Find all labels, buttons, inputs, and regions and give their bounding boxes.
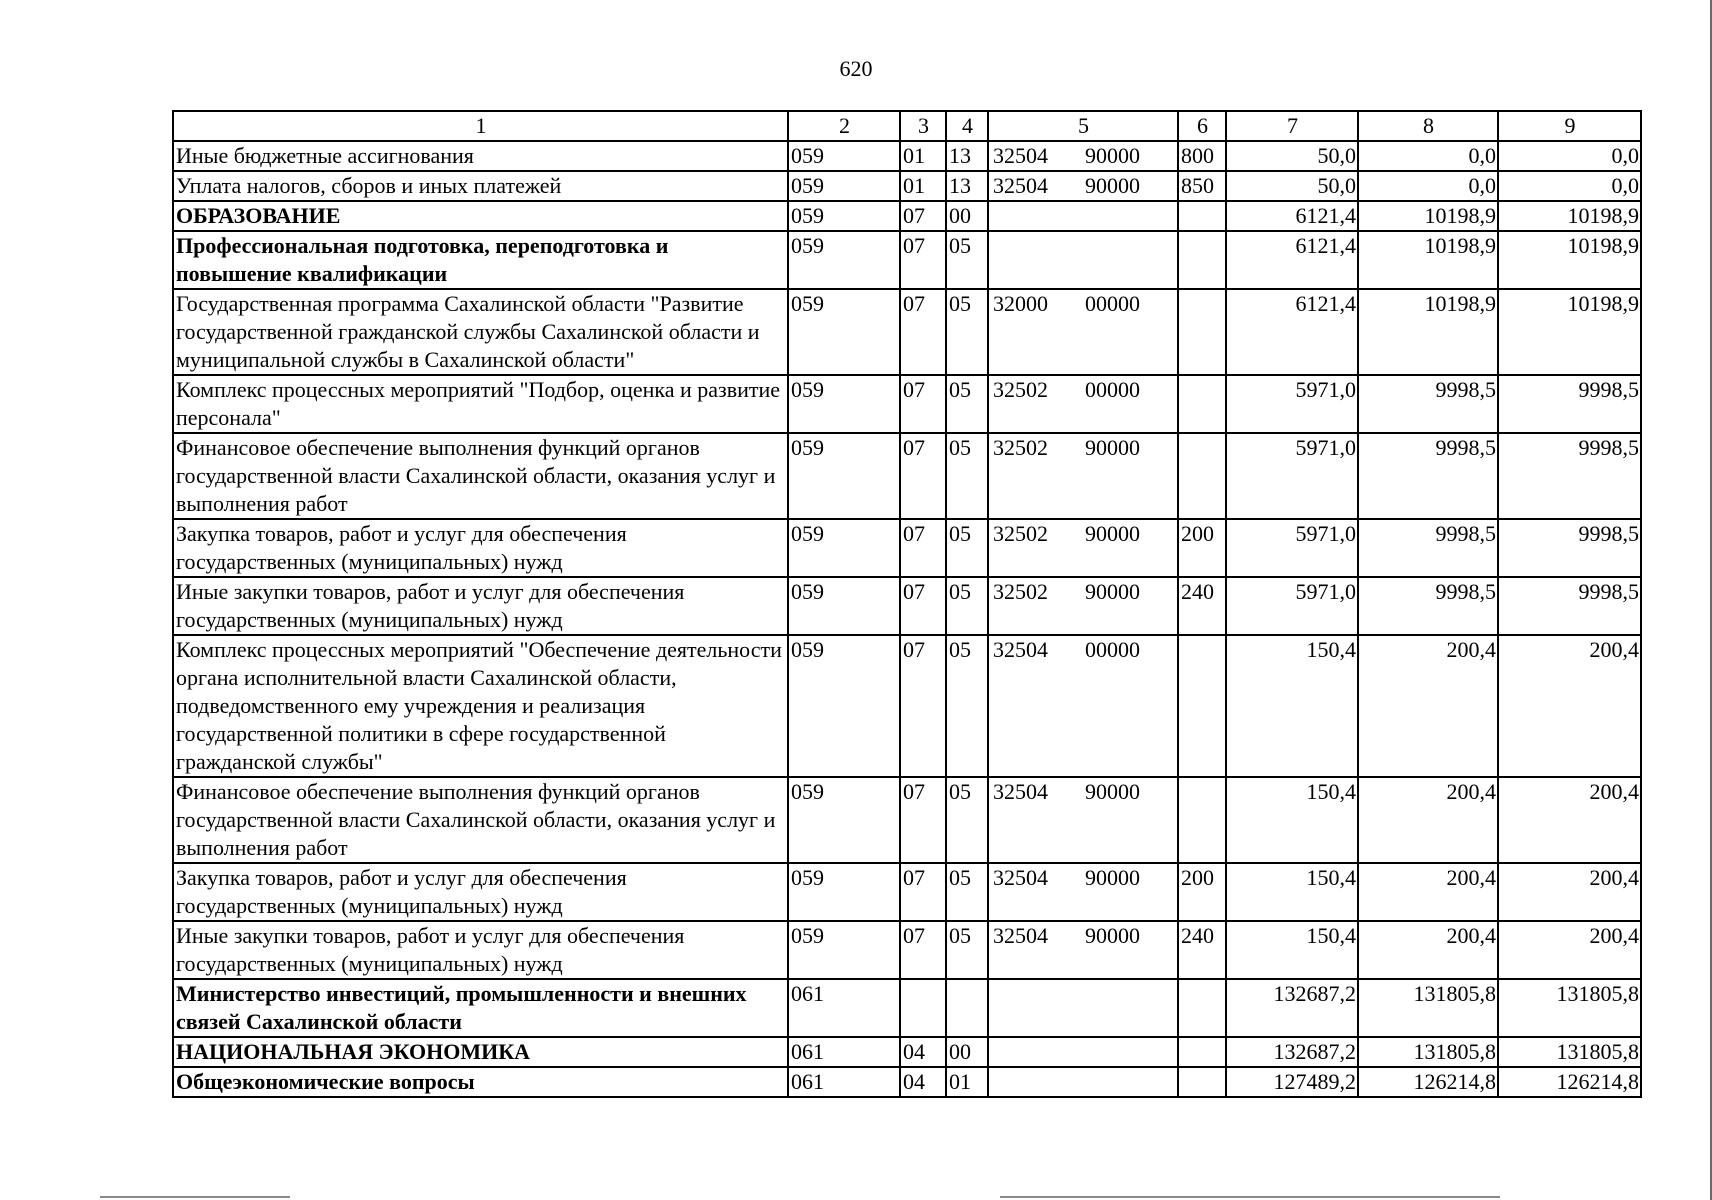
subsection-code: 05 (946, 863, 988, 921)
row-name: ОБРАЗОВАНИЕ (173, 201, 788, 231)
section-code: 07 (900, 375, 946, 433)
amount-col7: 127489,2 (1226, 1067, 1358, 1097)
amount-col7: 5971,0 (1226, 519, 1358, 577)
expense-type-code (1178, 635, 1226, 777)
page-number: 620 (839, 56, 873, 81)
amount-col9: 131805,8 (1498, 1037, 1641, 1067)
target-article-code (988, 289, 1178, 375)
section-code: 07 (900, 777, 946, 863)
section-code: 07 (900, 201, 946, 231)
program-code: 32502 (993, 521, 1048, 546)
direction-code: 90000 (1085, 173, 1140, 198)
subsection-code: 05 (946, 577, 988, 635)
table-row (173, 231, 1641, 289)
program-code: 32504 (993, 779, 1048, 804)
subsection-code: 05 (946, 519, 988, 577)
ministry-code: 059 (788, 635, 900, 777)
amount-col7: 150,4 (1226, 863, 1358, 921)
row-name: Финансовое обеспечение выполнения функций органов государственной власти Сахалинской области, оказания услуг и выполнения работ (173, 777, 788, 863)
expense-type-code: 200 (1178, 863, 1226, 921)
section-code: 04 (900, 1067, 946, 1097)
row-name: Иные закупки товаров, работ и услуг для обеспечения государственных (муниципальных) нужд (173, 921, 788, 979)
direction-code: 90000 (1085, 923, 1140, 948)
amount-col9: 10198,9 (1498, 289, 1641, 375)
amount-col9: 9998,5 (1498, 433, 1641, 519)
section-code: 04 (900, 1037, 946, 1067)
section-code: 07 (900, 921, 946, 979)
row-name: НАЦИОНАЛЬНАЯ ЭКОНОМИКА (173, 1037, 788, 1067)
expense-type-code (1178, 231, 1226, 289)
row-name: Финансовое обеспечение выполнения функций органов государственной власти Сахалинской области, оказания услуг и выполнения работ (173, 433, 788, 519)
target-article-code (988, 1067, 1178, 1097)
column-header: 6 (1178, 111, 1226, 141)
amount-col9: 9998,5 (1498, 577, 1641, 635)
target-article-code (988, 519, 1178, 577)
target-article-code (988, 231, 1178, 289)
subsection-code: 05 (946, 375, 988, 433)
scan-artifact-line (1000, 1196, 1500, 1198)
amount-col8: 0,0 (1358, 171, 1498, 201)
subsection-code: 05 (946, 433, 988, 519)
target-article-code (988, 171, 1178, 201)
table-header (173, 111, 1641, 141)
ministry-code: 059 (788, 141, 900, 171)
row-name: Министерство инвестиций, промышленности и внешних связей Сахалинской области (173, 979, 788, 1037)
expense-type-code (1178, 289, 1226, 375)
row-name: Иные закупки товаров, работ и услуг для обеспечения государственных (муниципальных) нужд (173, 577, 788, 635)
amount-col7: 150,4 (1226, 777, 1358, 863)
amount-col9: 200,4 (1498, 921, 1641, 979)
ministry-code: 059 (788, 171, 900, 201)
row-name: Профессиональная подготовка, переподготовка и повышение квалификации (173, 231, 788, 289)
expense-type-code (1178, 433, 1226, 519)
column-header: 8 (1358, 111, 1498, 141)
amount-col8: 200,4 (1358, 921, 1498, 979)
budget-table (172, 110, 1642, 1098)
row-name: Комплекс процессных мероприятий "Подбор, оценка и развитие персонала" (173, 375, 788, 433)
amount-col8: 9998,5 (1358, 433, 1498, 519)
direction-code: 90000 (1085, 435, 1140, 460)
target-article-code (988, 863, 1178, 921)
subsection-code: 05 (946, 289, 988, 375)
expense-type-code: 800 (1178, 141, 1226, 171)
section-code: 07 (900, 863, 946, 921)
table-row (173, 201, 1641, 231)
amount-col7: 150,4 (1226, 921, 1358, 979)
amount-col8: 126214,8 (1358, 1067, 1498, 1097)
target-article-code (988, 375, 1178, 433)
table-body (173, 141, 1641, 1097)
amount-col7: 6121,4 (1226, 289, 1358, 375)
section-code: 07 (900, 231, 946, 289)
table-row (173, 577, 1641, 635)
amount-col9: 200,4 (1498, 863, 1641, 921)
column-header: 1 (173, 111, 788, 141)
amount-col8: 200,4 (1358, 777, 1498, 863)
direction-code: 90000 (1085, 779, 1140, 804)
subsection-code: 05 (946, 921, 988, 979)
expense-type-code: 850 (1178, 171, 1226, 201)
amount-col8: 9998,5 (1358, 375, 1498, 433)
program-code: 32502 (993, 377, 1048, 402)
ministry-code: 059 (788, 519, 900, 577)
section-code: 07 (900, 289, 946, 375)
table-row (173, 777, 1641, 863)
amount-col9: 200,4 (1498, 777, 1641, 863)
table-row (173, 375, 1641, 433)
target-article-code (988, 777, 1178, 863)
amount-col9: 10198,9 (1498, 231, 1641, 289)
table-row (173, 863, 1641, 921)
section-code: 01 (900, 141, 946, 171)
program-code: 32504 (993, 637, 1048, 662)
amount-col8: 200,4 (1358, 863, 1498, 921)
table-row (173, 1037, 1641, 1067)
ministry-code: 059 (788, 289, 900, 375)
subsection-code: 05 (946, 777, 988, 863)
column-header: 7 (1226, 111, 1358, 141)
direction-code: 90000 (1085, 521, 1140, 546)
target-article-code (988, 141, 1178, 171)
section-code: 07 (900, 519, 946, 577)
amount-col9: 0,0 (1498, 171, 1641, 201)
expense-type-code (1178, 1067, 1226, 1097)
row-name: Закупка товаров, работ и услуг для обеспечения государственных (муниципальных) нужд (173, 863, 788, 921)
target-article-code (988, 921, 1178, 979)
expense-type-code (1178, 375, 1226, 433)
row-name: Уплата налогов, сборов и иных платежей (173, 171, 788, 201)
section-code: 07 (900, 635, 946, 777)
amount-col9: 10198,9 (1498, 201, 1641, 231)
section-code (900, 979, 946, 1037)
table-row (173, 433, 1641, 519)
table-row (173, 979, 1641, 1037)
program-code: 32502 (993, 579, 1048, 604)
ministry-code: 059 (788, 433, 900, 519)
column-header: 5 (988, 111, 1178, 141)
row-name: Иные бюджетные ассигнования (173, 141, 788, 171)
ministry-code: 061 (788, 1067, 900, 1097)
amount-col7: 5971,0 (1226, 375, 1358, 433)
section-code: 07 (900, 433, 946, 519)
column-header: 3 (900, 111, 946, 141)
amount-col8: 10198,9 (1358, 201, 1498, 231)
target-article-code (988, 979, 1178, 1037)
amount-col7: 6121,4 (1226, 201, 1358, 231)
subsection-code: 13 (946, 171, 988, 201)
amount-col9: 9998,5 (1498, 519, 1641, 577)
table-row (173, 141, 1641, 171)
column-header: 4 (946, 111, 988, 141)
ministry-code: 061 (788, 1037, 900, 1067)
ministry-code: 059 (788, 577, 900, 635)
direction-code: 90000 (1085, 865, 1140, 890)
amount-col7: 150,4 (1226, 635, 1358, 777)
section-code: 07 (900, 577, 946, 635)
amount-col8: 200,4 (1358, 635, 1498, 777)
expense-type-code (1178, 979, 1226, 1037)
direction-code: 00000 (1085, 637, 1140, 662)
subsection-code: 00 (946, 201, 988, 231)
expense-type-code (1178, 1037, 1226, 1067)
table-row (173, 519, 1641, 577)
amount-col9: 0,0 (1498, 141, 1641, 171)
program-code: 32504 (993, 865, 1048, 890)
ministry-code: 059 (788, 201, 900, 231)
amount-col8: 131805,8 (1358, 979, 1498, 1037)
amount-col7: 50,0 (1226, 141, 1358, 171)
amount-col7: 5971,0 (1226, 433, 1358, 519)
expense-type-code (1178, 201, 1226, 231)
amount-col8: 0,0 (1358, 141, 1498, 171)
table-row (173, 635, 1641, 777)
direction-code: 90000 (1085, 579, 1140, 604)
program-code: 32502 (993, 435, 1048, 460)
subsection-code: 05 (946, 231, 988, 289)
subsection-code: 05 (946, 635, 988, 777)
program-code: 32000 (993, 291, 1048, 316)
ministry-code: 059 (788, 777, 900, 863)
header-row (173, 111, 1641, 141)
expense-type-code: 240 (1178, 577, 1226, 635)
amount-col9: 126214,8 (1498, 1067, 1641, 1097)
table-row (173, 289, 1641, 375)
section-code: 01 (900, 171, 946, 201)
program-code: 32504 (993, 173, 1048, 198)
ministry-code: 059 (788, 863, 900, 921)
amount-col8: 9998,5 (1358, 577, 1498, 635)
program-code: 32504 (993, 143, 1048, 168)
row-name: Закупка товаров, работ и услуг для обеспечения государственных (муниципальных) нужд (173, 519, 788, 577)
subsection-code: 00 (946, 1037, 988, 1067)
direction-code: 00000 (1085, 377, 1140, 402)
amount-col7: 6121,4 (1226, 231, 1358, 289)
expense-type-code: 200 (1178, 519, 1226, 577)
ministry-code: 059 (788, 231, 900, 289)
subsection-code: 01 (946, 1067, 988, 1097)
amount-col8: 10198,9 (1358, 231, 1498, 289)
amount-col9: 131805,8 (1498, 979, 1641, 1037)
column-header: 9 (1498, 111, 1641, 141)
target-article-code (988, 201, 1178, 231)
row-name: Общеэкономические вопросы (173, 1067, 788, 1097)
expense-type-code: 240 (1178, 921, 1226, 979)
column-header: 2 (788, 111, 900, 141)
ministry-code: 059 (788, 375, 900, 433)
amount-col8: 10198,9 (1358, 289, 1498, 375)
expense-type-code (1178, 777, 1226, 863)
amount-col9: 9998,5 (1498, 375, 1641, 433)
table-row (173, 1067, 1641, 1097)
subsection-code (946, 979, 988, 1037)
target-article-code (988, 635, 1178, 777)
amount-col7: 132687,2 (1226, 979, 1358, 1037)
amount-col7: 132687,2 (1226, 1037, 1358, 1067)
row-name: Государственная программа Сахалинской области "Развитие государственной гражданской службы Сахалинской области и муниципальной службы в Сахалинской области" (173, 289, 788, 375)
amount-col8: 9998,5 (1358, 519, 1498, 577)
scan-artifact-line (100, 1196, 290, 1198)
amount-col7: 5971,0 (1226, 577, 1358, 635)
amount-col9: 200,4 (1498, 635, 1641, 777)
ministry-code: 061 (788, 979, 900, 1037)
program-code: 32504 (993, 923, 1048, 948)
table-row (173, 921, 1641, 979)
target-article-code (988, 1037, 1178, 1067)
ministry-code: 059 (788, 921, 900, 979)
amount-col8: 131805,8 (1358, 1037, 1498, 1067)
direction-code: 00000 (1085, 291, 1140, 316)
subsection-code: 13 (946, 141, 988, 171)
row-name: Комплекс процессных мероприятий "Обеспечение деятельности органа исполнительной власти Сахалинской области, подведомственного ему учреждения и реализация государственной политики в сфере государственной гражданской службы" (173, 635, 788, 777)
table-row (173, 171, 1641, 201)
target-article-code (988, 577, 1178, 635)
amount-col7: 50,0 (1226, 171, 1358, 201)
target-article-code (988, 433, 1178, 519)
direction-code: 90000 (1085, 143, 1140, 168)
